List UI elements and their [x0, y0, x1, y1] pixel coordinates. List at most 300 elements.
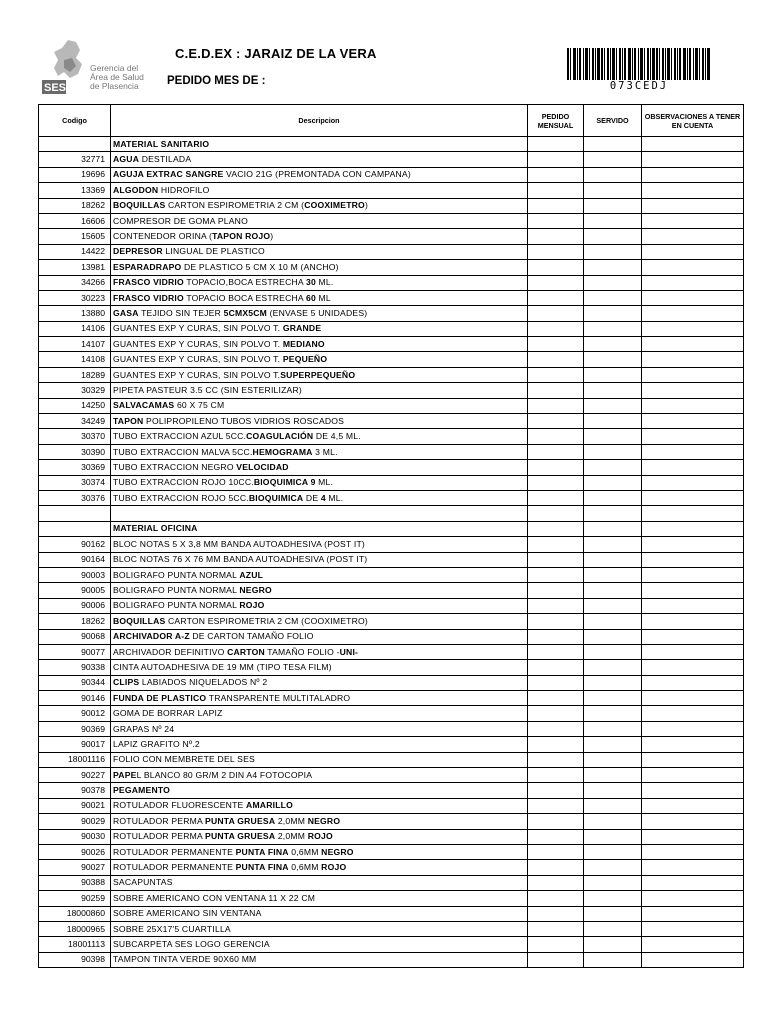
table-row	[39, 614, 744, 629]
table-body	[39, 137, 744, 968]
item-description: PEGAMENTO	[111, 783, 528, 798]
item-description: ARCHIVADOR A-Z DE CARTON TAMAÑO FOLIO	[111, 629, 528, 644]
observations-cell[interactable]	[642, 937, 744, 952]
monthly-order-cell[interactable]	[528, 614, 584, 629]
table-row	[39, 768, 744, 783]
monthly-order-cell[interactable]	[528, 567, 584, 582]
served-cell[interactable]	[584, 490, 642, 505]
served-cell[interactable]	[584, 521, 642, 536]
monthly-order-cell[interactable]	[528, 814, 584, 829]
monthly-order-cell[interactable]	[528, 444, 584, 459]
observations-cell[interactable]	[642, 414, 744, 429]
monthly-order-cell[interactable]	[528, 337, 584, 352]
table-row	[39, 660, 744, 675]
item-code: 90029	[39, 814, 111, 829]
observations-cell[interactable]	[642, 275, 744, 290]
item-code: 18000965	[39, 921, 111, 936]
table-row	[39, 783, 744, 798]
item-description: BLOC NOTAS 5 X 3,8 MM BANDA AUTOADHESIVA (POST IT)	[111, 537, 528, 552]
served-cell[interactable]	[584, 229, 642, 244]
table-row	[39, 721, 744, 736]
table-row	[39, 598, 744, 613]
table-row	[39, 583, 744, 598]
served-cell[interactable]	[584, 614, 642, 629]
item-description: ROTULADOR FLUORESCENTE AMARILLO	[111, 798, 528, 813]
served-cell[interactable]	[584, 552, 642, 567]
observations-cell[interactable]	[642, 460, 744, 475]
col-header-observations: OBSERVACIONES A TENER EN CUENTA	[642, 105, 744, 137]
monthly-order-cell[interactable]	[528, 952, 584, 967]
monthly-order-cell[interactable]	[528, 675, 584, 690]
observations-cell[interactable]	[642, 383, 744, 398]
monthly-order-cell[interactable]	[528, 691, 584, 706]
monthly-order-cell[interactable]	[528, 583, 584, 598]
monthly-order-cell[interactable]	[528, 137, 584, 152]
item-description: ROTULADOR PERMA PUNTA GRUESA 2,0MM ROJO	[111, 829, 528, 844]
observations-cell[interactable]	[642, 352, 744, 367]
observations-cell[interactable]	[642, 768, 744, 783]
observations-cell[interactable]	[642, 737, 744, 752]
table-row	[39, 952, 744, 967]
served-cell[interactable]	[584, 183, 642, 198]
item-description: BOLIGRAFO PUNTA NORMAL NEGRO	[111, 583, 528, 598]
table-row	[39, 167, 744, 182]
observations-cell[interactable]	[642, 829, 744, 844]
observations-cell[interactable]	[642, 306, 744, 321]
served-cell[interactable]	[584, 460, 642, 475]
served-cell[interactable]	[584, 506, 642, 521]
observations-cell[interactable]	[642, 629, 744, 644]
served-cell[interactable]	[584, 137, 642, 152]
served-cell[interactable]	[584, 275, 642, 290]
observations-cell[interactable]	[642, 567, 744, 582]
monthly-order-cell[interactable]	[528, 752, 584, 767]
observations-cell[interactable]	[642, 952, 744, 967]
monthly-order-cell[interactable]	[528, 321, 584, 336]
table-row	[39, 921, 744, 936]
observations-cell[interactable]	[642, 706, 744, 721]
item-code: 90068	[39, 629, 111, 644]
monthly-order-cell[interactable]	[528, 213, 584, 228]
served-cell[interactable]	[584, 644, 642, 659]
table-row	[39, 198, 744, 213]
served-cell[interactable]	[584, 691, 642, 706]
monthly-order-cell[interactable]	[528, 475, 584, 490]
monthly-order-cell[interactable]	[528, 290, 584, 305]
monthly-order-cell[interactable]	[528, 644, 584, 659]
table-row	[39, 429, 744, 444]
table-row	[39, 490, 744, 505]
table-row	[39, 629, 744, 644]
monthly-order-cell[interactable]	[528, 152, 584, 167]
observations-cell[interactable]	[642, 260, 744, 275]
monthly-order-cell[interactable]	[528, 537, 584, 552]
served-cell[interactable]	[584, 660, 642, 675]
served-cell[interactable]	[584, 937, 642, 952]
served-cell[interactable]	[584, 721, 642, 736]
item-code: 90006	[39, 598, 111, 613]
table-row	[39, 414, 744, 429]
served-cell[interactable]	[584, 444, 642, 459]
monthly-order-cell[interactable]	[528, 275, 584, 290]
served-cell[interactable]	[584, 475, 642, 490]
item-code	[39, 506, 111, 521]
monthly-order-cell[interactable]	[528, 429, 584, 444]
served-cell[interactable]	[584, 429, 642, 444]
table-row	[39, 398, 744, 413]
table-row	[39, 290, 744, 305]
served-cell[interactable]	[584, 844, 642, 859]
table-row	[39, 244, 744, 259]
item-code: 90388	[39, 875, 111, 890]
served-cell[interactable]	[584, 213, 642, 228]
item-description: FOLIO CON MEMBRETE DEL SES	[111, 752, 528, 767]
observations-cell[interactable]	[642, 875, 744, 890]
item-code: 18289	[39, 367, 111, 382]
item-code: 30369	[39, 460, 111, 475]
table-row	[39, 814, 744, 829]
monthly-order-cell[interactable]	[528, 229, 584, 244]
served-cell[interactable]	[584, 383, 642, 398]
observations-cell[interactable]	[642, 906, 744, 921]
observations-cell[interactable]	[642, 783, 744, 798]
item-description: FUNDA DE PLASTICO TRANSPARENTE MULTITALADRO	[111, 691, 528, 706]
served-cell[interactable]	[584, 829, 642, 844]
served-cell[interactable]	[584, 367, 642, 382]
item-code: 90021	[39, 798, 111, 813]
served-cell[interactable]	[584, 167, 642, 182]
served-cell[interactable]	[584, 414, 642, 429]
table-row	[39, 183, 744, 198]
item-code: 90378	[39, 783, 111, 798]
item-description: BOLIGRAFO PUNTA NORMAL AZUL	[111, 567, 528, 582]
item-description: SALVACAMAS 60 X 75 CM	[111, 398, 528, 413]
item-code: 90398	[39, 952, 111, 967]
item-description: SOBRE AMERICANO CON VENTANA 11 X 22 CM	[111, 891, 528, 906]
observations-cell[interactable]	[642, 229, 744, 244]
item-code: 90012	[39, 706, 111, 721]
table-row	[39, 444, 744, 459]
item-description: COMPRESOR DE GOMA PLANO	[111, 213, 528, 228]
monthly-order-cell[interactable]	[528, 598, 584, 613]
table-row	[39, 321, 744, 336]
served-cell[interactable]	[584, 321, 642, 336]
item-code: 90369	[39, 721, 111, 736]
served-cell[interactable]	[584, 567, 642, 582]
observations-cell[interactable]	[642, 752, 744, 767]
logo-line-2: Área de Salud	[90, 72, 144, 82]
table-row	[39, 352, 744, 367]
item-description: GUANTES EXP Y CURAS, SIN POLVO T. PEQUEÑO	[111, 352, 528, 367]
item-code: 90026	[39, 844, 111, 859]
monthly-order-cell[interactable]	[528, 891, 584, 906]
monthly-order-cell[interactable]	[528, 306, 584, 321]
item-code: 30374	[39, 475, 111, 490]
table-row	[39, 506, 744, 521]
item-code: 90027	[39, 860, 111, 875]
monthly-order-cell[interactable]	[528, 844, 584, 859]
monthly-order-cell[interactable]	[528, 183, 584, 198]
served-cell[interactable]	[584, 244, 642, 259]
item-description: SOBRE AMERICANO SIN VENTANA	[111, 906, 528, 921]
table-row	[39, 860, 744, 875]
served-cell[interactable]	[584, 290, 642, 305]
item-description: ROTULADOR PERMANENTE PUNTA FINA 0,6MM NEGRO	[111, 844, 528, 859]
served-cell[interactable]	[584, 260, 642, 275]
table-row	[39, 844, 744, 859]
observations-cell[interactable]	[642, 244, 744, 259]
item-description: CLIPS LABIADOS NIQUELADOS Nº 2	[111, 675, 528, 690]
section-title: MATERIAL SANITARIO	[111, 137, 528, 152]
table-row	[39, 675, 744, 690]
item-description: PAPEL BLANCO 80 GR/M 2 DIN A4 FOTOCOPIA	[111, 768, 528, 783]
served-cell[interactable]	[584, 737, 642, 752]
item-code: 14106	[39, 321, 111, 336]
monthly-order-cell[interactable]	[528, 829, 584, 844]
observations-cell[interactable]	[642, 691, 744, 706]
barcode-icon	[566, 48, 712, 80]
monthly-order-cell[interactable]	[528, 260, 584, 275]
logo-line-1: Gerencia del	[90, 63, 139, 73]
observations-cell[interactable]	[642, 367, 744, 382]
table-row	[39, 737, 744, 752]
item-code: 18000860	[39, 906, 111, 921]
order-table	[38, 104, 744, 968]
served-cell[interactable]	[584, 598, 642, 613]
observations-cell[interactable]	[642, 490, 744, 505]
monthly-order-cell[interactable]	[528, 629, 584, 644]
served-cell[interactable]	[584, 537, 642, 552]
observations-cell[interactable]	[642, 860, 744, 875]
monthly-order-cell[interactable]	[528, 506, 584, 521]
observations-cell[interactable]	[642, 844, 744, 859]
monthly-order-cell[interactable]	[528, 552, 584, 567]
served-cell[interactable]	[584, 337, 642, 352]
table-row	[39, 937, 744, 952]
served-cell[interactable]	[584, 752, 642, 767]
item-description: GUANTES EXP Y CURAS, SIN POLVO T. MEDIANO	[111, 337, 528, 352]
item-code: 90227	[39, 768, 111, 783]
monthly-order-cell[interactable]	[528, 660, 584, 675]
item-code: 90017	[39, 737, 111, 752]
table-row	[39, 552, 744, 567]
served-cell[interactable]	[584, 352, 642, 367]
item-description: SACAPUNTAS	[111, 875, 528, 890]
table-row	[39, 337, 744, 352]
item-code: 30376	[39, 490, 111, 505]
observations-cell[interactable]	[642, 429, 744, 444]
col-header-description: Descripcion	[111, 105, 528, 137]
monthly-order-cell[interactable]	[528, 367, 584, 382]
observations-cell[interactable]	[642, 475, 744, 490]
monthly-order-cell[interactable]	[528, 398, 584, 413]
observations-cell[interactable]	[642, 290, 744, 305]
item-code: 16606	[39, 213, 111, 228]
item-description	[111, 506, 528, 521]
item-description: BOQUILLAS CARTON ESPIROMETRIA 2 CM (COOXIMETRO)	[111, 198, 528, 213]
item-code: 13880	[39, 306, 111, 321]
observations-cell[interactable]	[642, 183, 744, 198]
monthly-order-cell[interactable]	[528, 783, 584, 798]
table-row	[39, 460, 744, 475]
served-cell[interactable]	[584, 891, 642, 906]
observations-cell[interactable]	[642, 614, 744, 629]
monthly-order-cell[interactable]	[528, 352, 584, 367]
item-code: 13369	[39, 183, 111, 198]
item-code: 18001116	[39, 752, 111, 767]
observations-cell[interactable]	[642, 660, 744, 675]
item-description: CONTENEDOR ORINA (TAPON ROJO)	[111, 229, 528, 244]
table-row	[39, 152, 744, 167]
col-header-served: SERVIDO	[584, 105, 642, 137]
observations-cell[interactable]	[642, 137, 744, 152]
item-description: ARCHIVADOR DEFINITIVO CARTON TAMAÑO FOLIO -UNI-	[111, 644, 528, 659]
monthly-order-cell[interactable]	[528, 737, 584, 752]
table-row	[39, 383, 744, 398]
table-row	[39, 752, 744, 767]
table-row	[39, 275, 744, 290]
served-cell[interactable]	[584, 875, 642, 890]
monthly-order-cell[interactable]	[528, 244, 584, 259]
table-row	[39, 875, 744, 890]
served-cell[interactable]	[584, 398, 642, 413]
served-cell[interactable]	[584, 675, 642, 690]
item-code: 30370	[39, 429, 111, 444]
observations-cell[interactable]	[642, 921, 744, 936]
item-description: GOMA DE BORRAR LAPIZ	[111, 706, 528, 721]
section-title: MATERIAL OFICINA	[111, 521, 528, 536]
table-row	[39, 644, 744, 659]
order-month-label: PEDIDO MES DE :	[167, 75, 266, 87]
table-row	[39, 829, 744, 844]
item-description: GRAPAS Nº 24	[111, 721, 528, 736]
served-cell[interactable]	[584, 798, 642, 813]
monthly-order-cell[interactable]	[528, 768, 584, 783]
observations-cell[interactable]	[642, 398, 744, 413]
served-cell[interactable]	[584, 152, 642, 167]
observations-cell[interactable]	[642, 506, 744, 521]
monthly-order-cell[interactable]	[528, 937, 584, 952]
item-description: DEPRESOR LINGUAL DE PLASTICO	[111, 244, 528, 259]
observations-cell[interactable]	[642, 337, 744, 352]
logo-line-3: de Plasencia	[90, 81, 139, 91]
observations-cell[interactable]	[642, 644, 744, 659]
barcode-text: 073CEDJ	[609, 80, 669, 92]
item-description: TUBO EXTRACCION MALVA 5CC.HEMOGRAMA 3 ML.	[111, 444, 528, 459]
observations-cell[interactable]	[642, 167, 744, 182]
item-code	[39, 521, 111, 536]
monthly-order-cell[interactable]	[528, 521, 584, 536]
item-description: GASA TEJIDO SIN TEJER 5CMX5CM (ENVASE 5 UNIDADES)	[111, 306, 528, 321]
section-header-row	[39, 521, 744, 536]
item-code: 14250	[39, 398, 111, 413]
observations-cell[interactable]	[642, 814, 744, 829]
served-cell[interactable]	[584, 629, 642, 644]
table-row	[39, 537, 744, 552]
monthly-order-cell[interactable]	[528, 383, 584, 398]
observations-cell[interactable]	[642, 444, 744, 459]
item-description: SOBRE 25X17'5 CUARTILLA	[111, 921, 528, 936]
item-code: 90005	[39, 583, 111, 598]
served-cell[interactable]	[584, 814, 642, 829]
observations-cell[interactable]	[642, 198, 744, 213]
served-cell[interactable]	[584, 952, 642, 967]
item-code: 90003	[39, 567, 111, 582]
served-cell[interactable]	[584, 768, 642, 783]
item-code: 18262	[39, 198, 111, 213]
observations-cell[interactable]	[642, 891, 744, 906]
served-cell[interactable]	[584, 906, 642, 921]
monthly-order-cell[interactable]	[528, 706, 584, 721]
item-description: TUBO EXTRACCION ROJO 10CC.BIOQUIMICA 9 ML.	[111, 475, 528, 490]
section-header-row	[39, 137, 744, 152]
item-description: ALGODON HIDROFILO	[111, 183, 528, 198]
item-description: TUBO EXTRACCION NEGRO VELOCIDAD	[111, 460, 528, 475]
observations-cell[interactable]	[642, 521, 744, 536]
observations-cell[interactable]	[642, 213, 744, 228]
item-description: ROTULADOR PERMANENTE PUNTA FINA 0,6MM ROJO	[111, 860, 528, 875]
observations-cell[interactable]	[642, 537, 744, 552]
monthly-order-cell[interactable]	[528, 460, 584, 475]
item-code: 18262	[39, 614, 111, 629]
item-description: AGUA DESTILADA	[111, 152, 528, 167]
item-description: GUANTES EXP Y CURAS, SIN POLVO T.SUPERPEQUEÑO	[111, 367, 528, 382]
item-code: 13981	[39, 260, 111, 275]
table-row	[39, 475, 744, 490]
served-cell[interactable]	[584, 706, 642, 721]
observations-cell[interactable]	[642, 598, 744, 613]
ses-logo	[42, 38, 182, 100]
item-code: 90077	[39, 644, 111, 659]
observations-cell[interactable]	[642, 583, 744, 598]
observations-cell[interactable]	[642, 552, 744, 567]
served-cell[interactable]	[584, 306, 642, 321]
monthly-order-cell[interactable]	[528, 921, 584, 936]
item-code: 90259	[39, 891, 111, 906]
item-code: 90338	[39, 660, 111, 675]
served-cell[interactable]	[584, 921, 642, 936]
monthly-order-cell[interactable]	[528, 198, 584, 213]
observations-cell[interactable]	[642, 721, 744, 736]
item-code: 90146	[39, 691, 111, 706]
served-cell[interactable]	[584, 198, 642, 213]
item-description: TUBO EXTRACCION AZUL 5CC.COAGULACIÓN DE 4,5 ML.	[111, 429, 528, 444]
item-code: 14107	[39, 337, 111, 352]
observations-cell[interactable]	[642, 675, 744, 690]
item-description: TAMPON TINTA VERDE 90X60 MM	[111, 952, 528, 967]
item-description: PIPETA PASTEUR 3.5 CC (SIN ESTERILIZAR)	[111, 383, 528, 398]
monthly-order-cell[interactable]	[528, 490, 584, 505]
table-row	[39, 706, 744, 721]
item-code	[39, 137, 111, 152]
served-cell[interactable]	[584, 860, 642, 875]
observations-cell[interactable]	[642, 321, 744, 336]
observations-cell[interactable]	[642, 152, 744, 167]
monthly-order-cell[interactable]	[528, 167, 584, 182]
observations-cell[interactable]	[642, 798, 744, 813]
item-description: FRASCO VIDRIO TOPACIO BOCA ESTRECHA 60 ML	[111, 290, 528, 305]
monthly-order-cell[interactable]	[528, 798, 584, 813]
served-cell[interactable]	[584, 583, 642, 598]
monthly-order-cell[interactable]	[528, 414, 584, 429]
monthly-order-cell[interactable]	[528, 906, 584, 921]
monthly-order-cell[interactable]	[528, 875, 584, 890]
monthly-order-cell[interactable]	[528, 860, 584, 875]
monthly-order-cell[interactable]	[528, 721, 584, 736]
served-cell[interactable]	[584, 783, 642, 798]
table-row	[39, 567, 744, 582]
item-description: SUBCARPETA SES LOGO GERENCIA	[111, 937, 528, 952]
